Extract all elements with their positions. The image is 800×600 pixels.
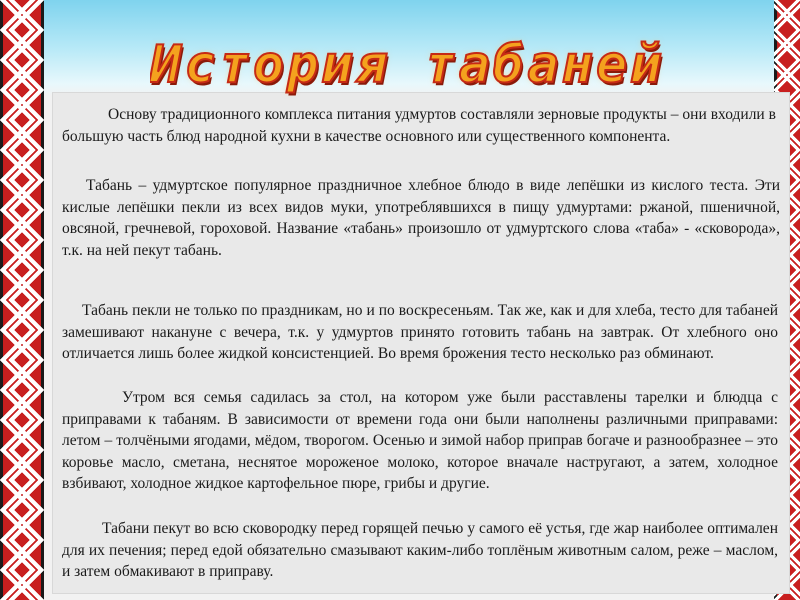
- paragraph-4: Утром вся семья садилась за стол, на котором уже были расставлены тарелки и блюдца с приправами к табаням. В зависимости от времени года они были наполнены различными приправами: летом – толчёными ягодами, мёдом, творогом. Осенью и зимой набор приправ богаче и разнообразнее – это коровье масло, сметана, неснятое мороженое молоко, которое вначале настругают, а затем, холодное взбивают, холодное жидкое картофельное пюре, грибы и другие.: [62, 389, 778, 492]
- paragraph-2: Табань – удмуртское популярное праздничное хлебное блюдо в виде лепёшки из кислого теста. Эти кислые лепёшки пекли из всех видов муки, употреблявшихся в пищу удмуртами: ржаной, пшеничной, овсяной, гречневой, гороховой. Название «табань» произошло от удмуртского слова «таба» - «сковорода», т.к. на ней пекут табань.: [62, 177, 780, 259]
- paragraph-1: Основу традиционного комплекса питания удмуртов составляли зерновые продукты – они входили в большую часть блюд народной кухни в качестве основного или существенного компонента.: [62, 106, 776, 145]
- paragraph-3: Табань пекли не только по праздникам, но и по воскресеньям. Так же, как и для хлеба, тесто для табаней замешивают накануне с вечера, т.к. у удмуртов принято готовить табань на завтрак. От хлебного оно отличается лишь более жидкой консистенцией. Во время брожения тесто несколько раз обминают.: [62, 302, 778, 362]
- paragraph-5: Табани пекут во всю сковородку перед горящей печью у самого её устья, где жар наиболее оптимален для их печения; перед едой обязательно смазывают каким-либо топлёным животным салом, реже – маслом, и затем обмакивают в приправу.: [62, 520, 778, 580]
- slide-title: История табаней: [150, 35, 665, 95]
- ornament-border-left: [0, 0, 44, 600]
